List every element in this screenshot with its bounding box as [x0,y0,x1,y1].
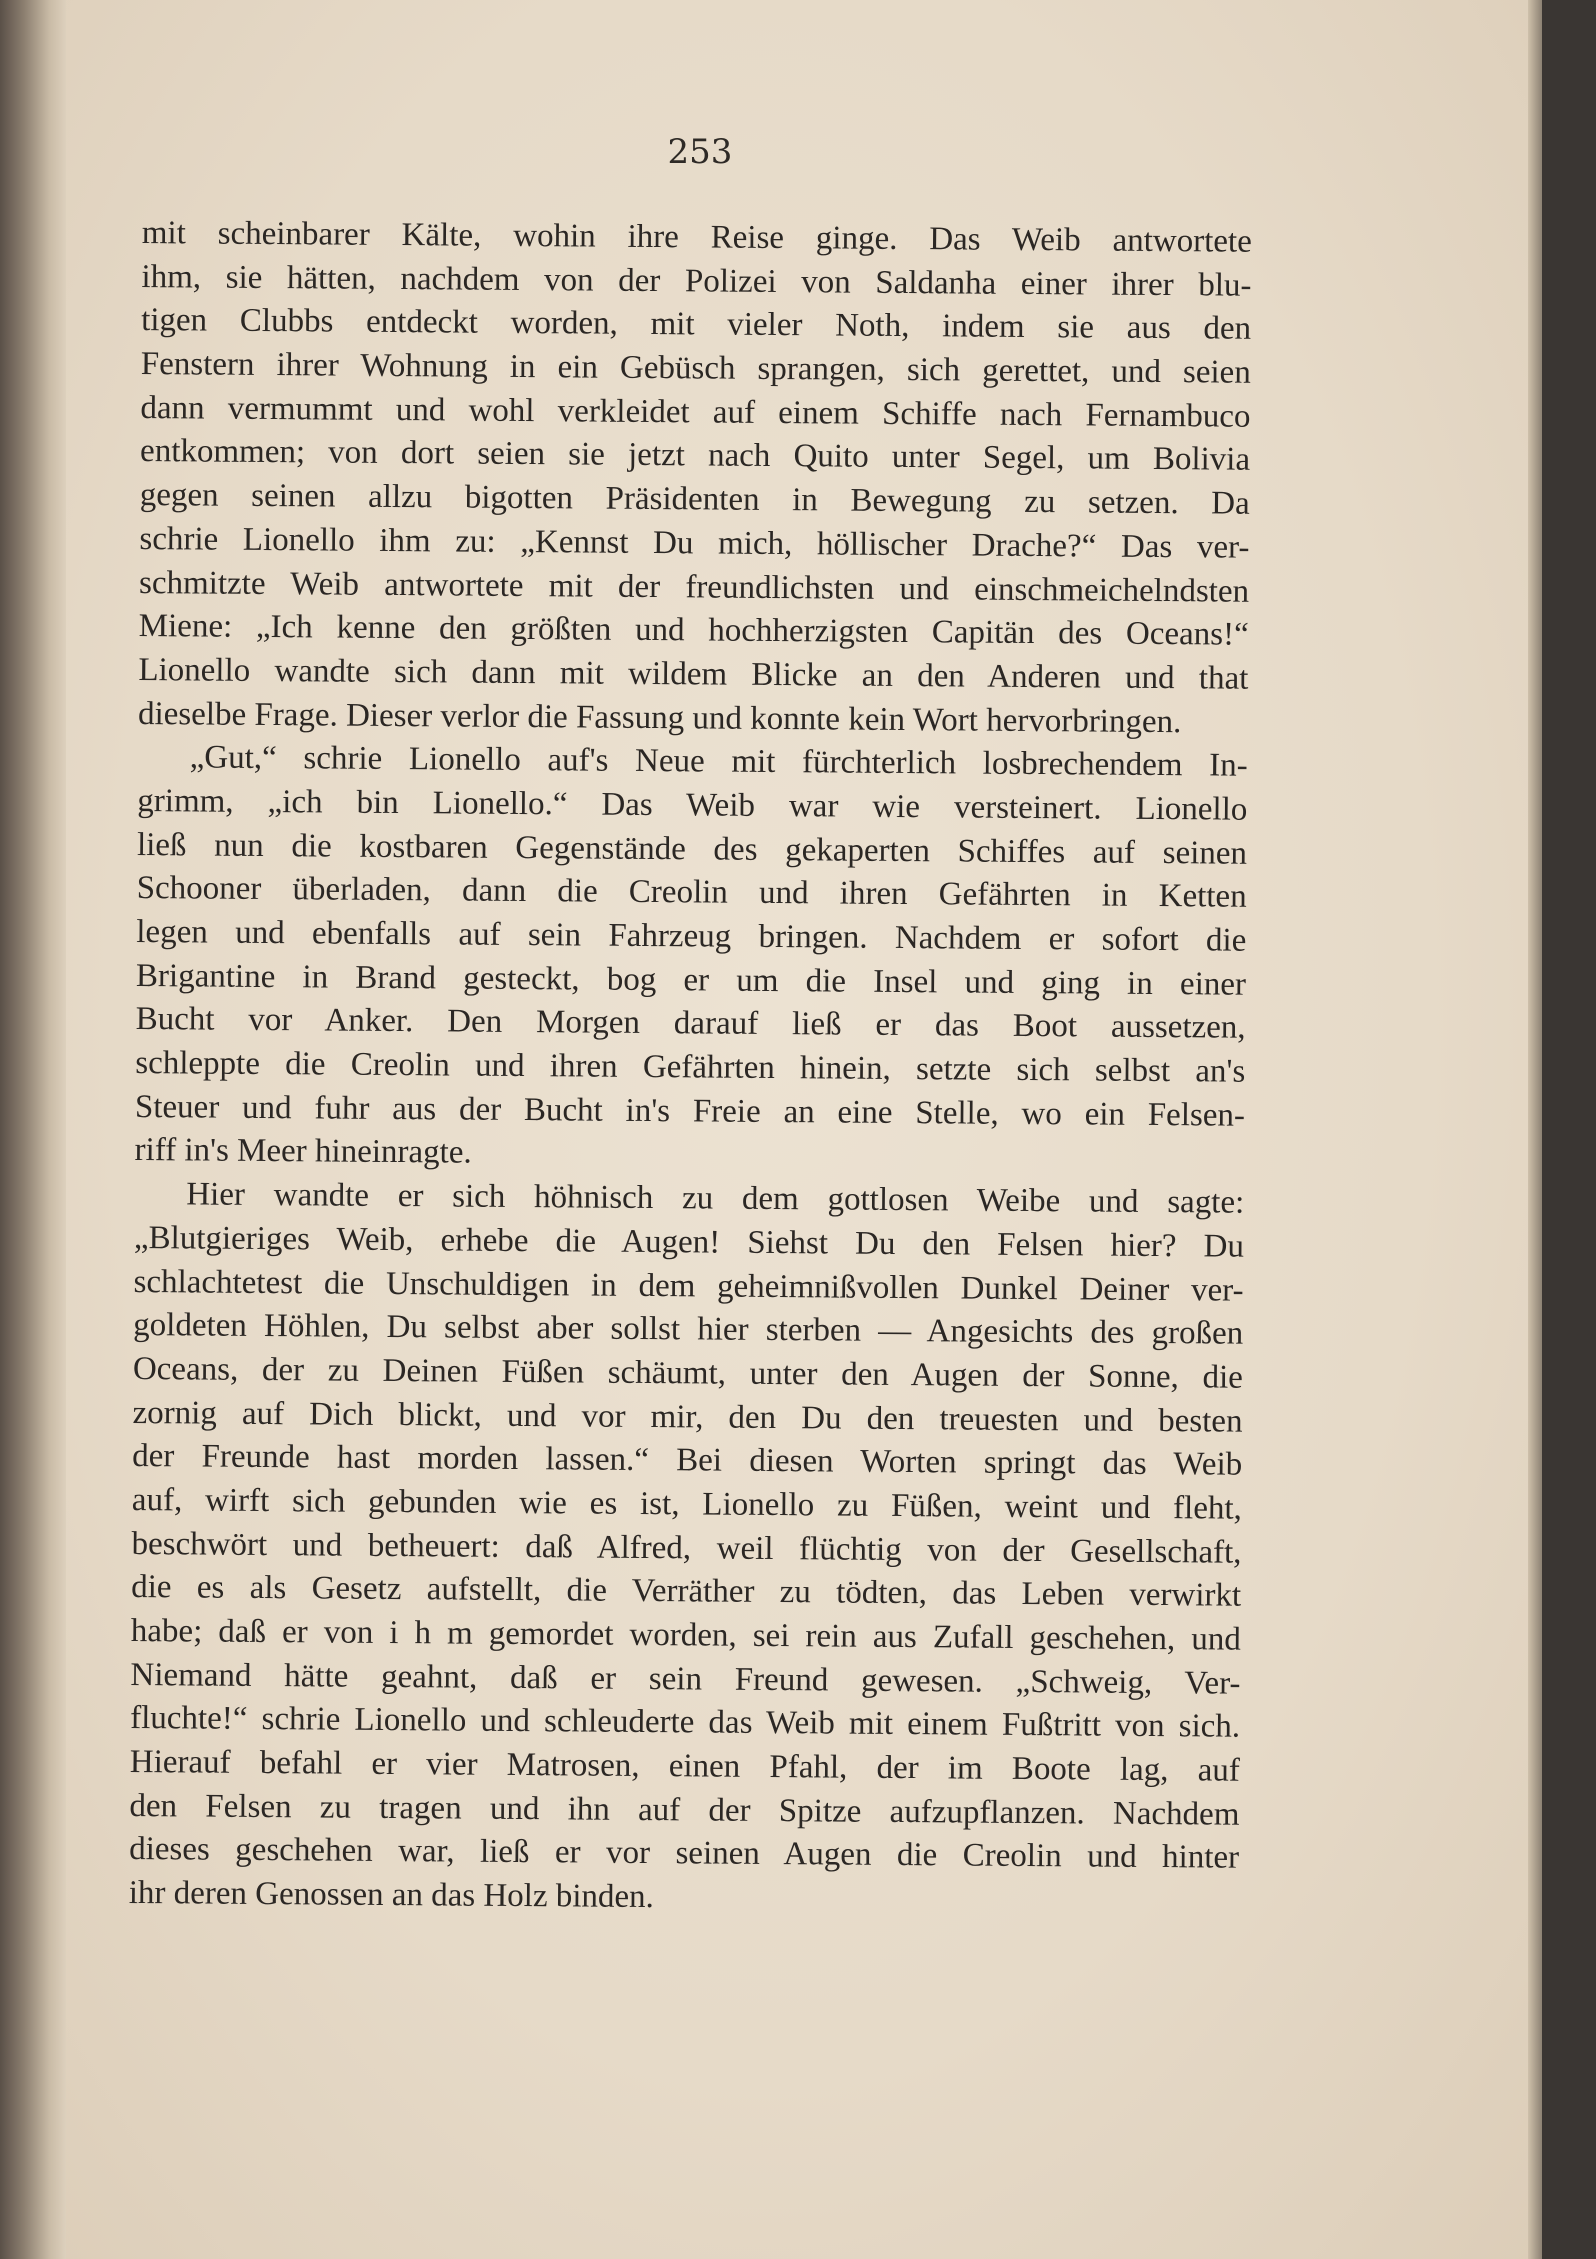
text-line: gegen seinen allzu bigotten Präsidenten in Bewegung zu setzen. Da [139,477,1250,522]
text-line: auf, wirft sich gebunden wie es ist, Lionello zu Füßen, weint und fleht, [131,1481,1242,1527]
text-line: die es als Gesetz aufstellt, die Verräther zu tödten, das Leben verwirkt [131,1569,1242,1614]
text-line: ließ nun die kostbaren Gegenstände des gekaperten Schiffes auf seinen [136,826,1248,872]
text-line: mit scheinbarer Kälte, wohin ihre Reise ginge. Das Weib antwortete [141,214,1252,260]
text-line: Hier wandte er sich höhnisch zu dem gottlosen Weibe und sagte: [186,1176,1245,1221]
text-line: Bucht vor Anker. Den Morgen darauf ließ er das Boot aussetzen, [135,1001,1246,1047]
text-line: fluchte!“ schrie Lionello und schleuderte das Weib mit einem Fußtritt von sich. [130,1700,1241,1746]
text-line: den Felsen zu tragen und ihn auf der Spitze aufzupflanzen. Nachdem [129,1787,1240,1833]
text-line: dann vermummt und wohl verkleidet auf einem Schiffe nach Fernambuco [140,389,1251,435]
text-line: „Blutgieriges Weib, erhebe die Augen! Siehst Du den Felsen hier? Du [133,1219,1245,1265]
text-line: Niemand hätte geahnt, daß er sein Freund gewesen. „Schweig, Ver- [130,1656,1241,1702]
text-line: schrie Lionello ihm zu: „Kennst Du mich, höllischer Drache?“ Das ver- [139,520,1250,566]
text-line: Miene: „Ich kenne den größten und hochherzigsten Capitän des Oceans!“ [138,608,1249,653]
text-line: schlachtetest die Unschuldigen in dem geheimnißvollen Dunkel Deiner ver- [133,1263,1244,1309]
text-line: grimm, „ich bin Lionello.“ Das Weib war wie versteinert. Lionello [137,782,1248,828]
text-line: Lionello wandte sich dann mit wildem Blicke an den Anderen und that [138,651,1249,697]
text-line: habe; daß er von i h m gemordet worden, sei rein aus Zufall geschehen, und [130,1612,1241,1658]
text-line: der Freunde hast morden lassen.“ Bei diesen Worten springt das Weib [132,1438,1243,1483]
page-number: 253 [667,132,733,172]
text-line: Hierauf befahl er vier Matrosen, einen Pfahl, der im Boote lag, auf [129,1744,1240,1789]
text-line: ihr deren Genossen an das Holz binden. [128,1875,655,1916]
text-line: ihm, sie hätten, nachdem von der Polizei von Saldanha einer ihrer blu- [141,258,1252,304]
text-line: tigen Clubbs entdeckt worden, mit vieler Noth, indem sie aus den [141,302,1252,348]
text-line: goldeten Höhlen, Du selbst aber sollst hier sterben — Angesichts des großen [133,1307,1244,1352]
text-line: entkommen; von dort seien sie jetzt nach Quito unter Segel, um Bolivia [139,433,1251,479]
text-line: schmitzte Weib antwortete mit der freundlichsten und einschmeichelndsten [138,564,1250,610]
body-text [129,212,1252,1924]
text-line: Brigantine in Brand gesteckt, bog er um die Insel und ging in einer [135,957,1247,1003]
text-line: schleppte die Creolin und ihren Gefährten hinein, setzte sich selbst an's [135,1045,1246,1090]
text-line: Oceans, der zu Deinen Füßen schäumt, unter den Augen der Sonne, die [132,1350,1244,1396]
previous-page-edge [0,0,66,2259]
text-line: beschwört und betheuert: daß Alfred, weil flüchtig von der Gesellschaft, [131,1525,1242,1571]
text-line: zornig auf Dich blickt, und vor mir, den Du den treuesten und besten [132,1394,1243,1440]
text-line: dieses geschehen war, ließ er vor seinen Augen die Creolin und hinter [128,1831,1240,1877]
text-line: Steuer und fuhr aus der Bucht in's Freie an eine Stelle, wo ein Felsen- [134,1088,1246,1134]
text-line: Fenstern ihrer Wohnung in ein Gebüsch sprangen, sich gerettet, und seien [140,346,1251,391]
text-line: „Gut,“ schrie Lionello auf's Neue mit fürchterlich losbrechendem In- [189,739,1248,784]
page-edge [1528,0,1542,2259]
text-line: dieselbe Frage. Dieser verlor die Fassung und konnte kein Wort hervorbringen. [137,695,1182,740]
text-line: riff in's Meer hineinragte. [134,1132,472,1172]
text-line: legen und ebenfalls auf sein Fahrzeug bringen. Nachdem er sofort die [136,913,1247,959]
text-line: Schooner überladen, dann die Creolin und ihren Gefährten in Ketten [136,870,1247,916]
